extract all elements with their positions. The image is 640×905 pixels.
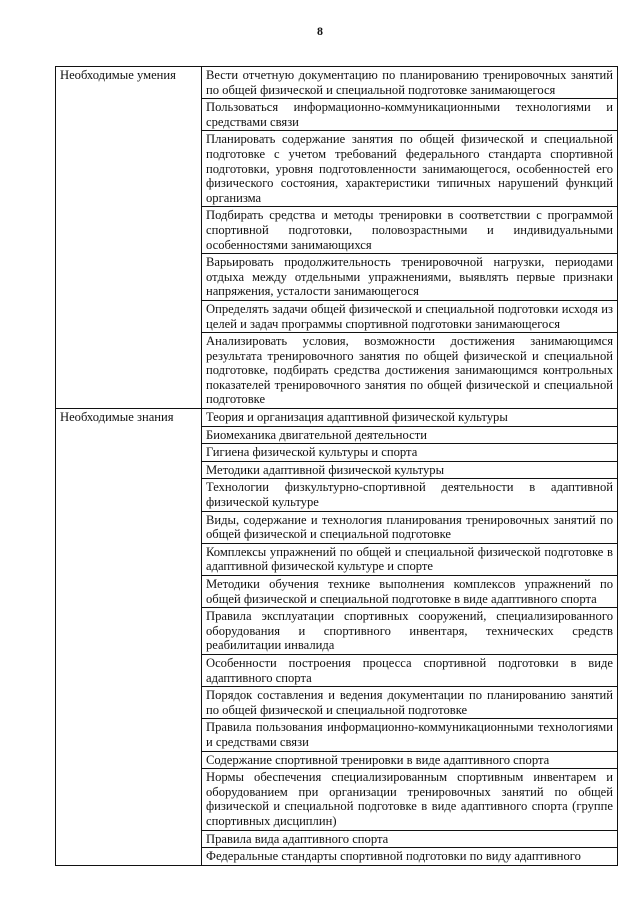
requirement-item: Анализировать условия, возможности достижения занимающимся результата тренировочного занятия по общей физической и специальной подготовке, подбирать средства достижения занимающимся контрольных показателей тренировочного занятия по общей физической и специальной подготовке bbox=[202, 333, 618, 409]
requirement-item: Варьировать продолжительность тренировочной нагрузки, периодами отдыха между отдельными упражнениями, выявлять первые признаки напряжения, усталости занимающегося bbox=[202, 254, 618, 301]
requirement-item: Правила эксплуатации спортивных сооружений, специализированного оборудования и спортивного инвентаря, технических средств реабилитации инвалида bbox=[202, 608, 618, 655]
table-row bbox=[56, 409, 618, 427]
table-row bbox=[56, 67, 618, 99]
requirement-item: Теория и организация адаптивной физической культуры bbox=[202, 409, 618, 427]
requirement-item: Вести отчетную документацию по планированию тренировочных занятий по общей физической и специальной подготовке занимающегося bbox=[202, 67, 618, 99]
section-label: Необходимые умения bbox=[56, 67, 202, 409]
requirement-item: Содержание спортивной тренировки в виде адаптивного спорта bbox=[202, 751, 618, 769]
table-body bbox=[56, 67, 618, 866]
requirement-item: Виды, содержание и технология планирования тренировочных занятий по общей физической и специальной подготовке bbox=[202, 511, 618, 543]
requirement-item: Федеральные стандарты спортивной подготовки по виду адаптивного bbox=[202, 848, 618, 866]
requirement-item: Нормы обеспечения специализированным спортивным инвентарем и оборудованием при организации тренировочных занятий по общей физической и специальной подготовке в виде адаптивного спорта (группе спортивных дисциплин) bbox=[202, 769, 618, 830]
requirement-item: Биомеханика двигательной деятельности bbox=[202, 426, 618, 444]
requirement-item: Пользоваться информационно-коммуникационными технологиями и средствами связи bbox=[202, 99, 618, 131]
requirement-item: Правила вида адаптивного спорта bbox=[202, 830, 618, 848]
requirement-item: Комплексы упражнений по общей и специальной физической подготовке в адаптивной физической культуре и спорте bbox=[202, 543, 618, 575]
requirement-item: Правила пользования информационно-коммуникационными технологиями и средствами связи bbox=[202, 719, 618, 751]
page-number: 8 bbox=[317, 24, 323, 38]
requirement-item: Технологии физкультурно-спортивной деятельности в адаптивной физической культуре bbox=[202, 479, 618, 511]
requirement-item: Методики обучения технике выполнения комплексов упражнений по общей физической и специальной подготовке в виде адаптивного спорта bbox=[202, 576, 618, 608]
requirement-item: Гигиена физической культуры и спорта bbox=[202, 444, 618, 462]
requirement-item: Методики адаптивной физической культуры bbox=[202, 461, 618, 479]
requirement-item: Планировать содержание занятия по общей физической и специальной подготовке с учетом требований федерального стандарта спортивной подготовки, уровня подготовленности занимающегося, особенностей его физического состояния, характеристики типичных нарушений функций организма bbox=[202, 131, 618, 207]
section-label: Необходимые знания bbox=[56, 409, 202, 866]
requirement-item: Определять задачи общей физической и специальной подготовки исходя из целей и задач программы спортивной подготовки занимающегося bbox=[202, 300, 618, 332]
requirement-item: Особенности построения процесса спортивной подготовки в виде адаптивного спорта bbox=[202, 654, 618, 686]
qualification-table bbox=[55, 66, 618, 866]
requirement-item: Порядок составления и ведения документации по планированию занятий по общей физической и специальной подготовке bbox=[202, 687, 618, 719]
requirement-item: Подбирать средства и методы тренировки в соответствии с программой спортивной подготовки, половозрастными и индивидуальными особенностями занимающихся bbox=[202, 207, 618, 254]
